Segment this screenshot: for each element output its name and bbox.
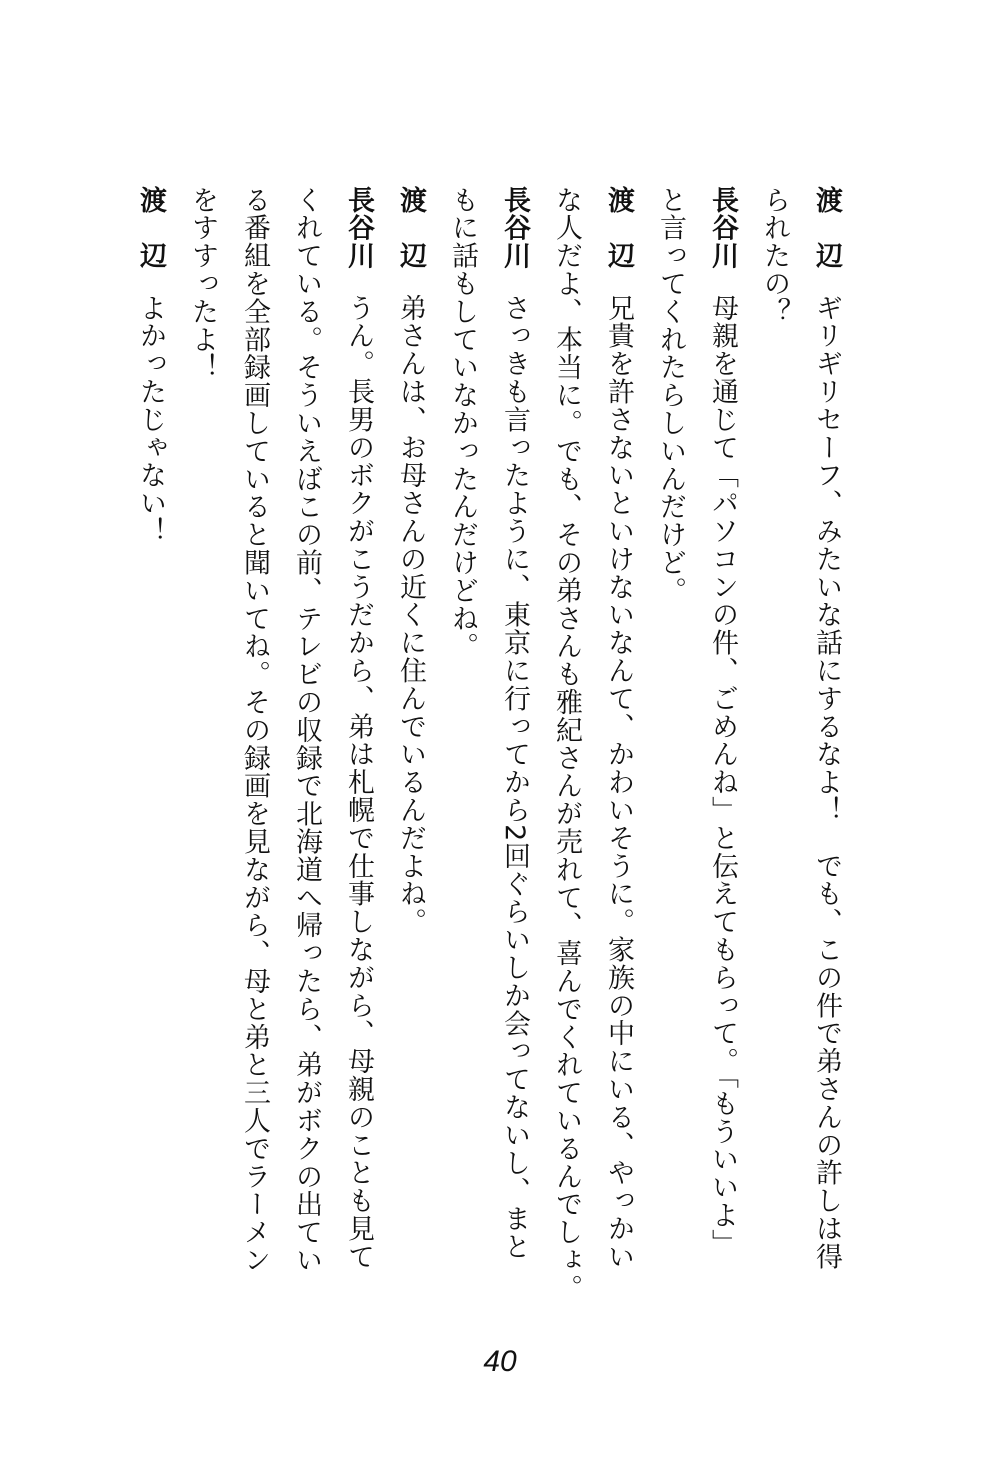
text-column	[130, 186, 170, 1286]
dialogue-text: 兄貴を許さないといけないなんて、かわいそうに。家族の中にいる、やっかい	[603, 294, 634, 1271]
text-column	[286, 186, 326, 1286]
dialogue-text: もに話もしていなかったんだけどね。	[447, 186, 478, 661]
dialogue-text: 母親を通じて「パソコンの件、ごめんね」と伝えてもらって。「もういいよ」	[707, 294, 738, 1257]
dialogue-text: な人だよ、本当に。でも、その弟さんも雅紀さんが売れて、喜んでくれているんでしょ。	[551, 186, 582, 1302]
vertical-text-body	[0, 186, 1000, 1302]
dialogue-text: ギリギリセーフ、みたいな話にするなよ！ でも、この件で弟さんの許しは得	[811, 294, 842, 1271]
dialogue-text: をすすったよ！	[187, 186, 218, 382]
speaker-name: 渡 辺	[135, 186, 166, 270]
dialogue-text: る番組を全部録画していると聞いてね。その録画を見ながら、母と弟と三人でラーメン	[239, 186, 270, 1275]
text-column	[338, 186, 378, 1286]
speaker-name: 長谷川	[707, 186, 738, 270]
dialogue-text: さっきも言ったように、東京に行ってから2回ぐらいしか会ってないし、まと	[499, 294, 530, 1261]
text-column	[390, 186, 430, 1286]
page-number: 40	[483, 1345, 517, 1378]
speaker-name: 長谷川	[499, 186, 530, 270]
dialogue-text: よかったじゃない！	[135, 294, 166, 546]
text-column	[702, 186, 742, 1286]
dialogue-text: うん。長男のボクがこうだから、弟は札幌で仕事しながら、母親のことも見て	[343, 294, 374, 1271]
text-column	[598, 186, 638, 1286]
dialogue-text: 弟さんは、お母さんの近くに住んでいるんだよね。	[395, 294, 426, 936]
text-column	[806, 186, 846, 1286]
text-column	[182, 186, 222, 1286]
speaker-name: 渡 辺	[395, 186, 426, 270]
dialogue-text: くれている。そういえばこの前、テレビの収録で北海道へ帰ったら、弟がボクの出てい	[291, 186, 322, 1275]
text-column	[754, 186, 794, 1286]
text-column	[650, 186, 690, 1286]
speaker-name: 渡 辺	[811, 186, 842, 270]
speaker-name: 渡 辺	[603, 186, 634, 270]
speaker-name: 長谷川	[343, 186, 374, 270]
text-column	[442, 186, 482, 1286]
dialogue-text: られたの？	[759, 186, 790, 326]
dialogue-text: と言ってくれたらしいんだけど。	[655, 186, 686, 605]
text-column	[234, 186, 274, 1286]
text-column	[546, 186, 586, 1302]
text-column	[494, 186, 534, 1286]
